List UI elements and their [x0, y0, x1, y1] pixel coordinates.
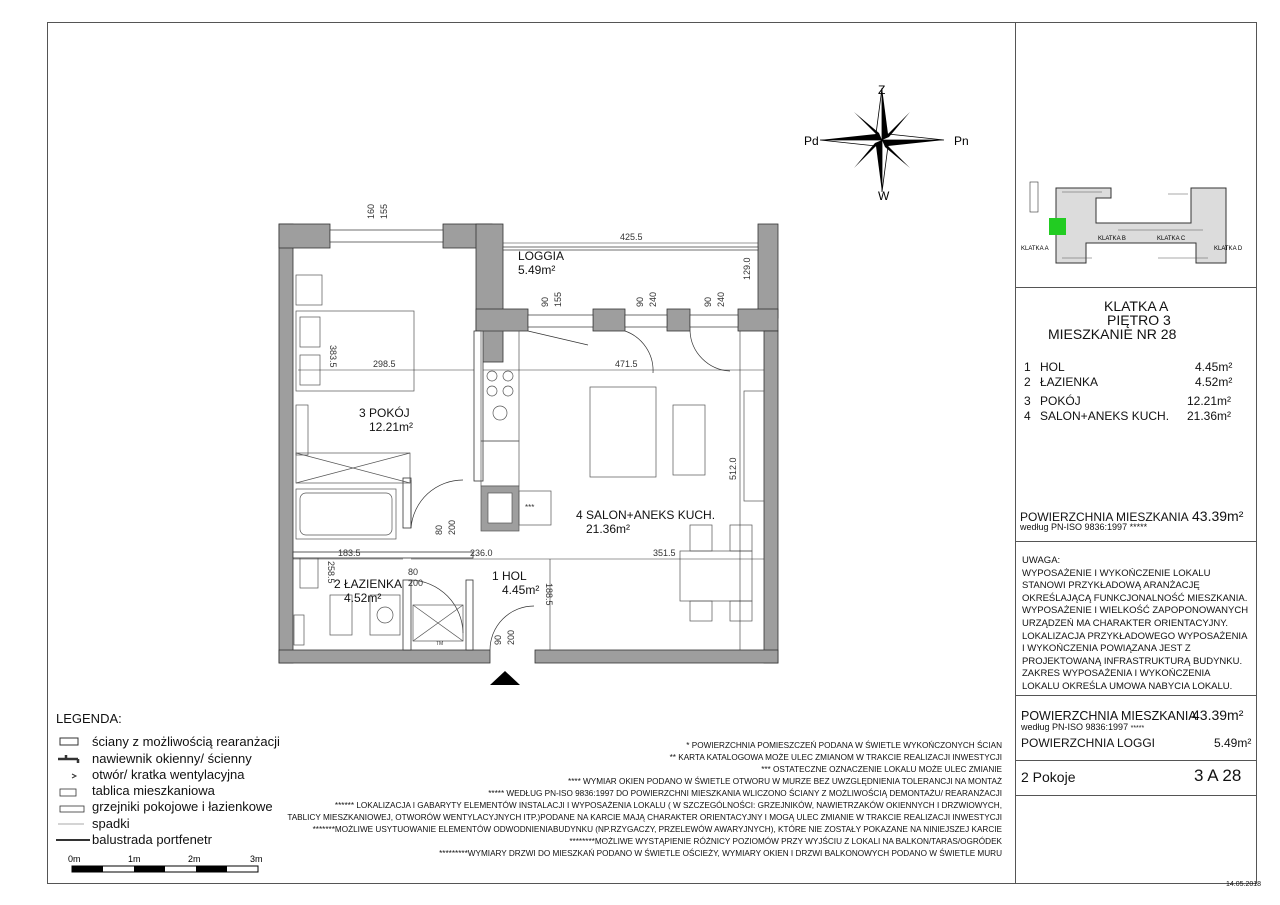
svg-text:351.5: 351.5	[653, 548, 676, 558]
svg-text:***: ***	[525, 503, 535, 512]
date: 14.05.2018	[1226, 881, 1262, 888]
svg-text:298.5: 298.5	[373, 359, 396, 369]
radiator-icon	[60, 806, 84, 812]
usable-area-label: POWIERZCHNIA MIESZKANIA	[1020, 510, 1189, 524]
svg-text:4: 4	[576, 508, 583, 522]
svg-text:80: 80	[408, 567, 419, 577]
lazienka-area: 4.52m²	[344, 591, 382, 605]
svg-text:2: 2	[334, 577, 341, 591]
salon-area: 21.36m²	[586, 522, 631, 536]
compass-w: Pd	[804, 134, 819, 148]
entrance-arrow-icon	[490, 671, 520, 685]
footnote: **** WYMIAR OKIEN PODANO W ŚWIETLE OTWORU W MURZE BEZ UWZGLĘDNIENIA TOLERANCJI NA MONTAŻ	[568, 777, 1002, 786]
svg-text:90: 90	[493, 634, 503, 645]
vent-opening-icon	[72, 774, 76, 778]
footnote: *** OSTATECZNE OZNACZENIE LOKALU MOŻE ULEC ZMIANIE	[761, 765, 1002, 774]
svg-text:240: 240	[648, 291, 658, 307]
summary-area-value: 43.39m²	[1192, 707, 1244, 723]
summary-area-sub: według PN-ISO 9836:1997 *****	[1021, 722, 1145, 732]
header-line1: KLATKA A	[1104, 298, 1169, 314]
footnote: TABLICY MIESZKANIOWEJ, OTWORÓW WENTYLACYJNYCH ITP.)PODANE NA KARCIE MAJĄ CHARAKTER ORIENTACYJNY I MOGĄ ULEC ZMIANIE W TRAKCIE REALIZACJI INWESTYCJI	[287, 813, 1002, 822]
svg-text:80: 80	[434, 524, 444, 535]
loggia-area-value: 5.49m²	[1214, 736, 1252, 750]
svg-text:1: 1	[492, 569, 499, 583]
rooms-count: 2 Pokoje	[1021, 769, 1076, 785]
current-unit-marker	[1049, 218, 1066, 235]
loggia-area-label: POWIERZCHNIA LOGGI	[1021, 736, 1156, 750]
svg-text:90: 90	[540, 296, 550, 307]
footnote: ***** WEDŁUG PN-ISO 9836:1997 DO POWIERZCHNI MIESZKANIA WLICZONO ŚCIANY Z MOŻLIWOŚCIĄ DEMONTAŻU/ REARANŻACJI	[488, 789, 1002, 798]
svg-text:200: 200	[447, 519, 457, 535]
svg-text:200: 200	[506, 629, 516, 645]
legend-symbols	[56, 734, 92, 846]
salon-name: SALON+ANEKS KUCH.	[586, 508, 716, 522]
svg-text:129.0: 129.0	[742, 257, 752, 280]
usable-area-sublabel: według PN-ISO 9836:1997 *****	[1020, 522, 1148, 532]
compass-rose-icon	[790, 80, 980, 205]
svg-text:90: 90	[635, 296, 645, 307]
sidebar-rule	[1015, 760, 1257, 761]
sidebar-rule	[1015, 541, 1257, 542]
pokoj-name: POKÓJ	[369, 406, 410, 420]
loggia-name: LOGGIA	[518, 249, 565, 263]
svg-text:383.5: 383.5	[328, 345, 338, 368]
footnote: * POWIERZCHNIA POMIESZCZEŃ PODANA W ŚWIETLE WYKOŃCZONYCH ŚCIAN	[686, 741, 1002, 750]
floor-plan	[270, 195, 790, 695]
compass-s: W	[878, 189, 890, 203]
svg-text:471.5: 471.5	[615, 359, 638, 369]
svg-text:236.0: 236.0	[470, 548, 493, 558]
footnote: *******MOŻLIWE USYTUOWANIE ELEMENTÓW ODWODNIENIABUDYNKU (NP.RZYGACZY, PRZELEWÓW AWARYJNYCH), KTÓRE NIE ZOSTAŁY POKAZANE NA NINIEJSZEJ KARCIE	[312, 825, 1002, 834]
svg-text:188.5: 188.5	[544, 583, 554, 606]
svg-text:3m: 3m	[250, 854, 263, 864]
pokoj-area: 12.21m²	[369, 420, 414, 434]
footnote: ****** LOKALIZACJA I GABARYTY ELEMENTÓW INSTALACJI I WYPOSAŻENIA LOKALU ( W SZCZEGÓLNOŚCI: GRZEJNIKÓW, NAWIETRZAKÓW OKIENNYCH I DRZWIOWYCH,	[334, 801, 1002, 810]
svg-text:200: 200	[408, 578, 424, 588]
footnote: ** KARTA KATALOGOWA MOŻE ULEC ZMIANOM W TRAKCIE REALIZACJI INWESTYCJI	[669, 753, 1002, 762]
trickle-vent-icon	[58, 755, 78, 763]
usable-area-value: 43.39m²	[1192, 508, 1244, 524]
key-plan	[1018, 178, 1254, 278]
svg-text:240: 240	[716, 291, 726, 307]
sidebar-rule	[1015, 795, 1257, 796]
lazienka-name: ŁAZIENKA	[344, 577, 403, 591]
compass-n: Z	[878, 83, 886, 97]
svg-text:183.5: 183.5	[338, 548, 361, 558]
rearrangeable-wall-icon	[60, 738, 78, 745]
svg-text:258.5: 258.5	[326, 561, 336, 584]
notice: UWAGA: WYPOSAŻENIE I WYKOŃCZENIE LOKALU STANOWI PRZYKŁADOWĄ ARANŻACJĘ OKREŚLAJĄCĄ FUNKCJONALNOŚĆ MIESZKANIA. WYPOSAŻENIE I WIELKOŚĆ ZAPOPONOWANYCH URZĄDZEŃ MA CHARAKTER ORIENTACYJNY. LOKALIZACJA PRZYKŁADOWEGO WYPOSAŻENIA I WYKOŃCZENIA POWIĄZANA JEST Z PROJEKTOWANĄ INFRASTRUKTURĄ BUDYNKU. ZAKRES WYPOSAŻENIA I WYKOŃCZENIA LOKALU OKREŚLA UMOWA NABYCIA LOKALU.	[1022, 555, 1249, 692]
svg-text:KLATKA A: KLATKA A	[1021, 246, 1049, 252]
loggia-area: 5.49m²	[518, 263, 556, 277]
sidebar-rule	[1015, 695, 1257, 696]
footnote: ********MOŻLIWE WYSTĄPIENIE RÓŻNICY POZIOMÓW PRZY WYJŚCIU Z LOKALI NA BALKON/TARAS/OGRÓDEK	[569, 837, 1002, 846]
hol-name: HOL	[502, 569, 527, 583]
scale-bar	[60, 852, 275, 878]
svg-text:KLATKA D: KLATKA D	[1214, 246, 1243, 252]
sidebar-rule	[1015, 287, 1257, 288]
svg-text:512.0: 512.0	[728, 457, 738, 480]
sidebar-divider	[1015, 22, 1016, 884]
svg-text:TM: TM	[436, 641, 444, 647]
svg-text:425.5: 425.5	[620, 232, 643, 242]
svg-text:3: 3	[359, 406, 366, 420]
apartment-panel-icon	[60, 789, 76, 796]
footnote: *********WYMIARY DRZWI DO MIESZKAŃ PODANO W ŚWIETLE OŚCIEŻY, WYMIARY OKIEN I DRZWI BALKONOWYCH PODANO W ŚWIETLE MURU	[439, 849, 1002, 858]
svg-text:KLATKA C: KLATKA C	[1157, 236, 1186, 242]
summary-area-label: POWIERZCHNIA MIESZKANIA	[1021, 709, 1197, 723]
svg-text:155: 155	[553, 291, 563, 307]
legend-title: LEGENDA:	[56, 711, 122, 726]
svg-text:1m: 1m	[128, 854, 141, 864]
header-line3: MIESZKANIE NR 28	[1048, 326, 1177, 342]
svg-text:155: 155	[379, 203, 389, 219]
compass-e: Pn	[954, 134, 969, 148]
svg-text:2m: 2m	[188, 854, 201, 864]
svg-text:90: 90	[703, 296, 713, 307]
hol-area: 4.45m²	[502, 583, 540, 597]
header-line2: PIĘTRO 3	[1107, 312, 1171, 328]
svg-text:160: 160	[366, 203, 376, 219]
svg-text:KLATKA B: KLATKA B	[1098, 236, 1126, 242]
unit-code: 3 A 28	[1194, 766, 1242, 785]
svg-text:0m: 0m	[68, 854, 81, 864]
